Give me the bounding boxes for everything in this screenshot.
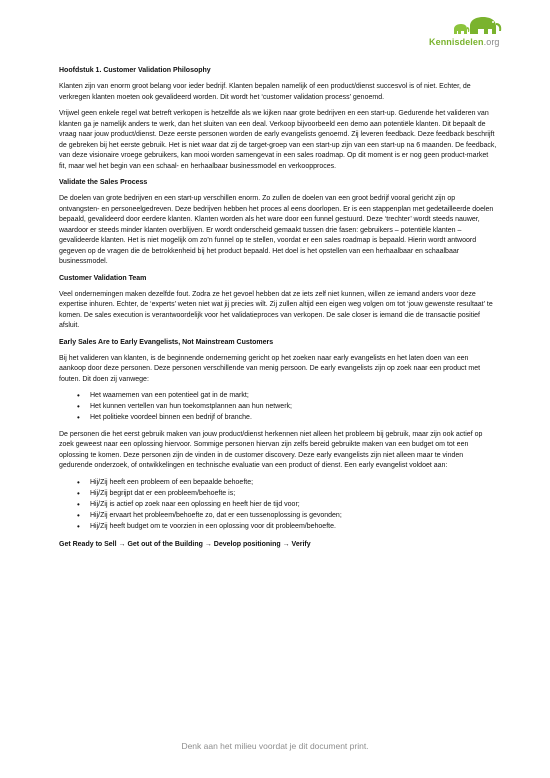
footer-note: Denk aan het milieu voordat je dit document print.	[181, 741, 369, 751]
list-item: • Hij/Zij heeft een probleem of een bepaalde behoefte;	[90, 478, 497, 489]
list-item: • Hij/Zij heeft budget om te voorzien in een oplossing voor dit probleem/behoefte.	[90, 522, 497, 533]
paragraph: Vrijwel geen enkele regel wat betreft verkopen is hetzelfde als we kijken naar grote bedrijven en een start-up. Gedurende het valideren van klanten ga je namelijk anders te werk, dan het sluiten van een deal. Verkoop bijvoorbeeld een demo aan potentiële klanten. Dit bepaalt de vraag naar jouw product/dienst. Deze eerste personen worden de early evangelists genoemd. Zij leveren feedback. Deze feedback beschrijft de gebreken bij het eerste gebruik. Het is niet waar dat zij de target-groep van een start-up zijn van een start-up na 6 maanden. De feedback, van deze visionaire vroege gebruikers, kan mooi worden samengevat in een sales roadmap. Op dit moment is er nog geen product-market fit, maar wel het begin van een schaal- en herhaalbaar businessmodel en verkoopproces.	[59, 110, 497, 170]
logo-brand-text: Kennisdelen	[429, 37, 484, 47]
list-item: • Hij/Zij is actief op zoek naar een oplossing en heeft hier de tijd voor;	[90, 500, 497, 511]
list-item: • Hij/Zij begrijpt dat er een probleem/behoefte is;	[90, 489, 497, 500]
section-heading: Early Sales Are to Early Evangelists, Not Mainstream Customers	[59, 338, 274, 346]
logo-tld-text: .org	[483, 37, 500, 47]
list-item: • Hij/Zij ervaart het probleem/behoefte zo, dat er een tussenoplossing is gevonden;	[90, 511, 497, 522]
list-item: • Het waarnemen van een potentieel gat in de markt;	[90, 391, 497, 402]
elephant-logo-icon	[426, 14, 506, 38]
paragraph: De personen die het eerst gebruik maken van jouw product/dienst herkennen niet alleen het probleem bij gebruik, maar zijn ook actief op zoek geweest naar een oplossing hiervoor. Sommige personen hiervan zijn zelfs bereid gebruikte maken van een budget om tot een oplossing te komen. Deze personen zijn de vinden in de customer discovery. Deze early evangelists zijn niet alleen maar te vinden gedurende onderzoek, of ontwikkelingen en technische evaluatie van een product of dienst. Een early evangelist voldoet aan:	[59, 430, 483, 469]
section-heading: Customer Validation Team	[59, 274, 147, 282]
kennisdelen-logo	[420, 14, 530, 54]
paragraph: Bij het valideren van klanten, is de beginnende onderneming gericht op het zoeken naar early evangelists en het laten doen van een aankoop door deze personen. Deze personen verschillende van menig persoon. De early evangelists zijn op zoek naar een product met fouten. Dit doen zij vanwege:	[59, 354, 481, 383]
section-heading: Validate the Sales Process	[59, 179, 148, 186]
paragraph: Veel ondernemingen maken dezelfde fout. Zodra ze het gevoel hebben dat ze iets zelf niet kunnen, willen ze iemand anders voor deze expertise inhuren. Echter, de ‘experts’ weten niet wat jij precies wilt. Zij zullen altijd een eigen weg volgen om tot ‘jouw gewenste resultaat’ te komen. De sales execution is verantwoordelijk voor het validatieproces van verkopen. De sale closer is iemand die de transactie positief afsluit.	[59, 290, 493, 329]
section-heading: Hoofdstuk 1. Customer Validation Philosophy	[59, 67, 211, 74]
list-item: • Het kunnen vertellen van hun toekomstplannen aan hun netwerk;	[90, 402, 497, 413]
document-body	[59, 66, 497, 557]
bullet-list	[59, 391, 497, 424]
paragraph: Klanten zijn van enorm groot belang voor ieder bedrijf. Klanten bepalen namelijk of een product/dienst succesvol is of niet. Echter, de verkregen klanten moeten ook gevalideerd worden. Dit wordt het ‘customer validation process’ genoemd.	[59, 83, 471, 101]
paragraph: De doelen van grote bedrijven en een start-up verschillen enorm. Zo zullen de doelen van een groot bedrijf vooral gericht zijn op ontvangsten- en personeelgedreven. Deze bedrijven hebben het proces al eens doorlopen. Er is een stappenplan met gedetailleerde doelen bepaald, gevalideerd door eerdere klanten. Klanten worden als het ware door een funnel gestuurd. Deze ‘trechter’ wordt steeds nauwer, waardoor er steeds minder klanten overblijven. Er wordt onderscheid gemaakt tussen drie fasen: gebruikers – potentiële klanten – gevalideerde klanten. Het is niet mogelijk om zo’n funnel op te stellen, voordat er een sales roadmap is bepaald. Hierin wordt antwoord gegeven op de vragen die de betrokkenheid bij het product bepaald. Het doel is het opstellen van een herhaalbaar en schaalbaar businessmodel.	[59, 195, 494, 265]
bullet-list	[59, 478, 497, 533]
process-steps-line: Get Ready to Sell → Get out of the Building → Develop positioning → Verify	[59, 541, 311, 548]
list-item: • Het politieke voordeel binnen een bedrijf of branche.	[90, 413, 497, 424]
